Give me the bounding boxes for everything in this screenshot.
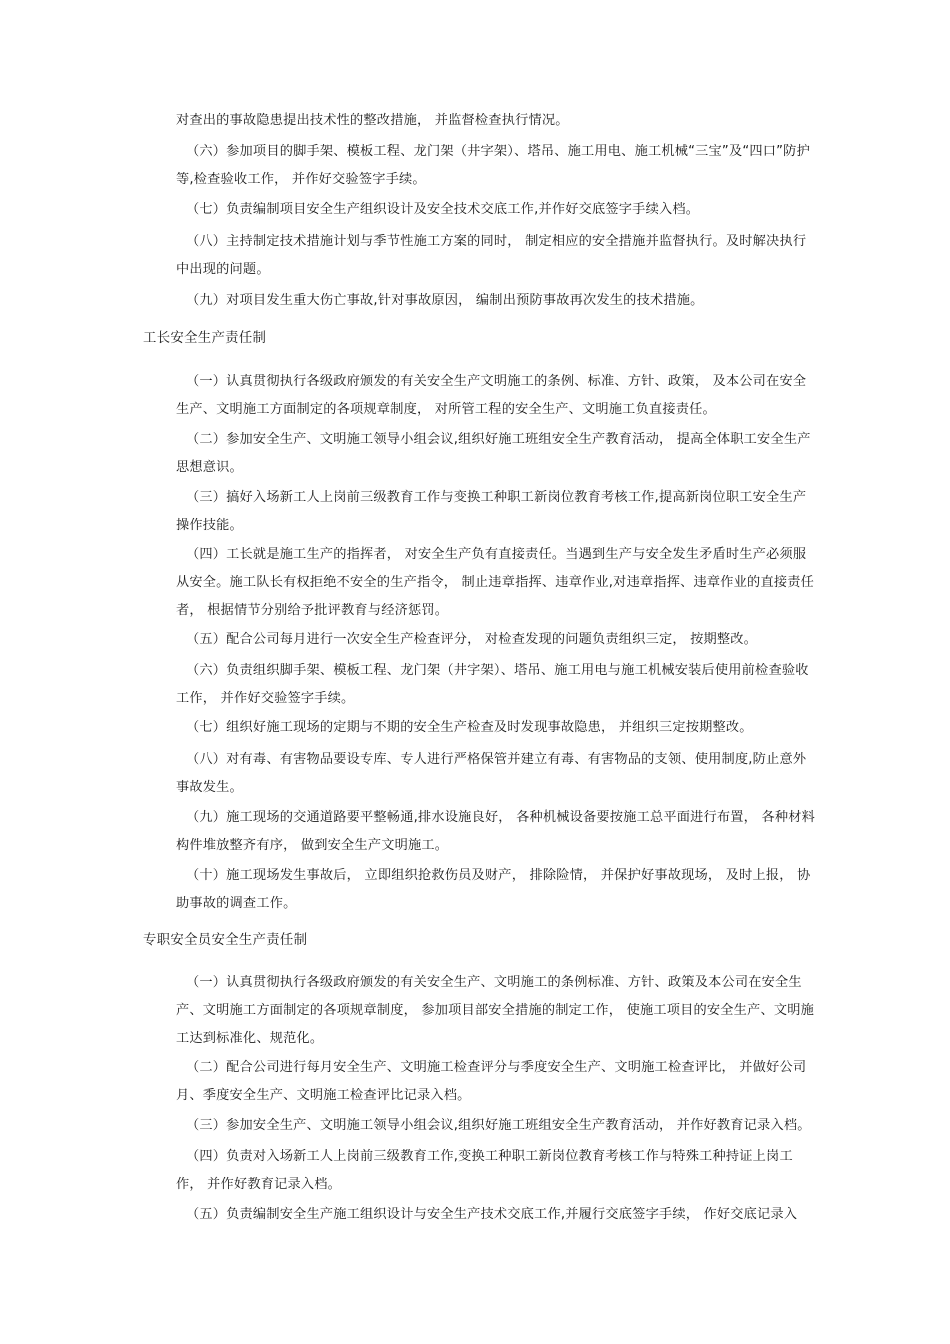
section-heading-safety-officer: 专职安全员安全生产责任制	[143, 933, 308, 948]
list-item: （四）工长就是施工生产的指挥者， 对安全生产负有直接责任。当遇到生产与安全发生矛盾时生产必须服从安全。施工队长有权拒绝不安全的生产指令， 制止违章指挥、违章作业,对违章指挥、违章作业的直接责任者， 根据情节分别给予批评教育与经济惩罚。	[176, 547, 814, 618]
list-item: （三）搞好入场新工人上岗前三级教育工作与变换工种职工新岗位教育考核工作,提高新岗位职工安全生产操作技能。	[176, 490, 807, 533]
list-item: （四）负责对入场新工人上岗前三级教育工作,变换工种职工新岗位教育考核工作与特殊工种持证上岗工作， 并作好教育记录入档。	[176, 1149, 793, 1192]
list-item: （二）配合公司进行每月安全生产、文明施工检查评分与季度安全生产、文明施工检查评比， 并做好公司月、季度安全生产、文明施工检查评比记录入档。	[176, 1060, 807, 1103]
list-item: （六）负责组织脚手架、模板工程、龙门架（井字架）、塔吊、施工用电与施工机械安装后使用前检查验收工作， 并作好交验签字手续。	[176, 663, 809, 706]
list-item: （六）参加项目的脚手架、模板工程、龙门架（井字架）、塔吊、施工用电、施工机械“三宝”及“四口”防护等,检查验收工作， 并作好交验签字手续。	[176, 144, 810, 187]
list-item: （七）负责编制项目安全生产组织设计及安全技术交底工作,并作好交底签字手续入档。	[186, 202, 700, 217]
list-item: （五）负责编制安全生产施工组织设计与安全生产技术交底工作,并履行交底签字手续， 作好交底记录入	[186, 1207, 798, 1222]
list-item: （九）对项目发生重大伤亡事故,针对事故原因， 编制出预防事故再次发生的技术措施。	[186, 293, 704, 308]
list-item: （十）施工现场发生事故后， 立即组织抢救伤员及财产， 排除险情， 并保护好事故现场， 及时上报， 协助事故的调查工作。	[176, 868, 811, 911]
list-item: （九）施工现场的交通道路要平整畅通,排水设施良好， 各种机械设备要按施工总平面进行布置， 各种材料构件堆放整齐有序， 做到安全生产文明施工。	[176, 810, 815, 853]
list-item: （二）参加安全生产、文明施工领导小组会议,组织好施工班组安全生产教育活动， 提高全体职工安全生产思想意识。	[176, 432, 811, 475]
paragraph-continuation: 对查出的事故隐患提出技术性的整改措施， 并监督检查执行情况。	[176, 113, 569, 128]
list-item: （七）组织好施工现场的定期与不期的安全生产检查及时发现事故隐患， 并组织三定按期整改。	[186, 720, 753, 735]
list-item: （五）配合公司每月进行一次安全生产检查评分， 对检查发现的问题负责组织三定， 按期整改。	[186, 632, 758, 647]
list-item: （三）参加安全生产、文明施工领导小组会议,组织好施工班组安全生产教育活动， 并作好教育记录入档。	[186, 1118, 811, 1133]
list-item: （八）对有毒、有害物品要设专库、专人进行严格保管并建立有毒、有害物品的支领、使用制度,防止意外事故发生。	[176, 752, 807, 795]
section-heading-foreman: 工长安全生产责任制	[143, 331, 267, 346]
list-item: （八）主持制定技术措施计划与季节性施工方案的同时， 制定相应的安全措施并监督执行。及时解决执行中出现的问题。	[176, 234, 807, 277]
list-item: （一）认真贯彻执行各级政府颁发的有关安全生产、文明施工的条例标准、方针、政策及本公司在安全生产、文明施工方面制定的各项规章制度， 参加项目部安全措施的制定工作， 使施工项目的安全生产、文明施工达到标准化、规范化。	[176, 975, 814, 1046]
list-item: （一）认真贯彻执行各级政府颁发的有关安全生产文明施工的条例、标准、方针、政策， 及本公司在安全生产、文明施工方面制定的各项规章制度， 对所管工程的安全生产、文明施工负直接责任。	[176, 374, 807, 417]
